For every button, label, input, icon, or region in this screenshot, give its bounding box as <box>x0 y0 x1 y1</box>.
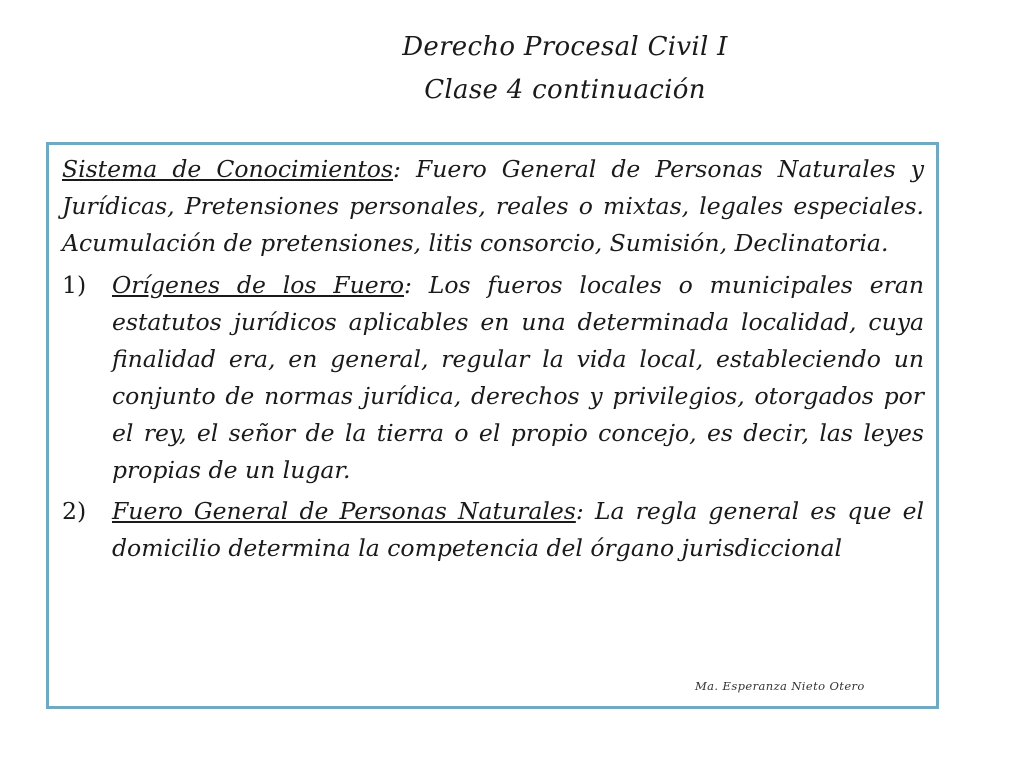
content-body <box>62 151 924 571</box>
list-item-text: : Los fueros locales o municipales eran estatutos jurídicos aplicables en una determinada localidad, cuya finalidad era, en general, regular la vida local, estableciendo un conjunto de normas jurídica, derechos y privilegios, otorgados por el rey, el señor de la tierra o el propio concejo, es decir, las leyes propias de un lugar. <box>112 271 924 484</box>
slide-subtitle: Clase 4 continuación <box>424 75 706 105</box>
list-item-number: 2) <box>62 497 87 525</box>
slide-title: Derecho Procesal Civil I <box>402 32 728 62</box>
list-item-heading: Orígenes de los Fuero <box>112 271 404 299</box>
content-box <box>46 142 939 709</box>
author-signature: Ma. Esperanza Nieto Otero <box>695 679 865 693</box>
list-item-body <box>112 267 924 489</box>
list-item-1 <box>62 267 924 489</box>
list-item-heading: Fuero General de Personas Naturales <box>112 497 576 525</box>
list-item-number: 1) <box>62 271 87 299</box>
list-item-2 <box>62 493 924 567</box>
intro-text: : Fuero General de Personas Naturales y Jurídicas, Pretensiones personales, reales o mixtas, legales especiales. Acumulación de pretensiones, litis consorcio, Sumisión, Declinatoria. <box>62 155 924 257</box>
intro-heading: Sistema de Conocimientos <box>62 155 393 183</box>
list-item-text: : La regla general es que el domicilio determina la competencia del órgano jurisdiccional <box>112 497 925 562</box>
list-item-body <box>112 493 924 567</box>
intro-paragraph <box>62 151 924 262</box>
slide-title-block <box>300 26 830 112</box>
